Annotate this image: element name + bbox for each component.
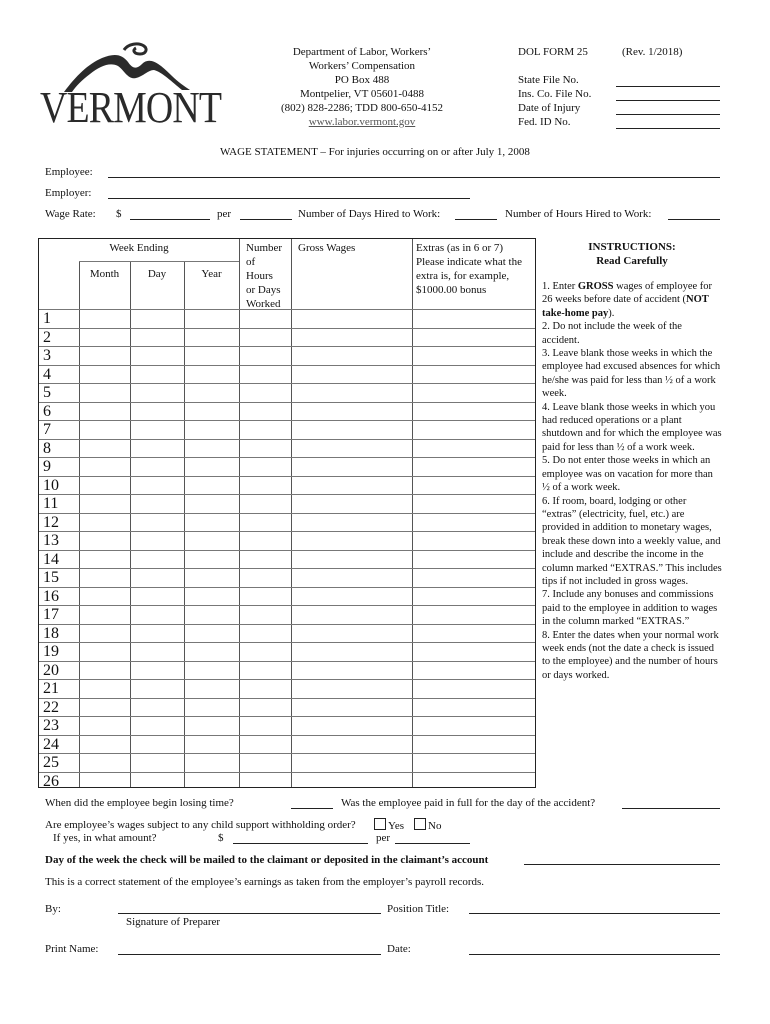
row-divider: [39, 328, 535, 329]
dept-line: Workers’ Compensation: [308, 60, 416, 72]
header-line: extra is, for example,: [416, 270, 510, 282]
year-header: Year: [201, 268, 222, 280]
header-line: Extras (as in 6 or 7): [416, 242, 504, 254]
gross-wages-header: Gross Wages: [298, 242, 356, 254]
row-divider: [39, 439, 535, 440]
dept-line: Department of Labor, Workers’: [292, 46, 432, 58]
row-divider: [39, 383, 535, 384]
row-divider: [39, 550, 535, 551]
wage-table: [38, 238, 536, 788]
dept-line: Montpelier, VT 05601-0488: [299, 88, 425, 100]
instructions-list: [542, 280, 722, 682]
row-divider: [39, 457, 535, 458]
row-number: 14: [43, 550, 59, 568]
week-ending-divider: [79, 261, 239, 262]
instruction-item: 3. Leave blank those weeks in which the employee had excused absences for which he/she was paid for less than ½ of a work week.: [542, 348, 721, 400]
row-number: 7: [43, 421, 51, 438]
row-number: 24: [43, 735, 59, 753]
row-divider: [39, 309, 535, 310]
form-id: DOL FORM 25: [518, 46, 588, 58]
row-divider: [39, 531, 535, 532]
date-label: Date:: [387, 943, 411, 955]
dept-line: PO Box 488: [334, 74, 390, 86]
days-hired-label: Number of Days Hired to Work:: [298, 208, 441, 220]
day-of-week-field[interactable]: [524, 864, 720, 865]
signature-field[interactable]: [118, 913, 381, 914]
row-divider: [39, 494, 535, 495]
department-address: [262, 45, 462, 129]
row-divider: [39, 679, 535, 680]
row-number: 2: [43, 328, 51, 346]
amount-field[interactable]: [233, 843, 368, 844]
row-number: 8: [43, 439, 51, 457]
wage-period-field[interactable]: [240, 219, 292, 220]
header-line: or Days: [246, 284, 281, 296]
per-label: per: [217, 208, 232, 220]
row-number: 20: [43, 661, 59, 679]
row-number: 18: [43, 624, 59, 642]
header-line: $1000.00 bonus: [416, 284, 487, 296]
day-header: Day: [147, 268, 167, 280]
hours-hired-label: Number of Hours Hired to Work:: [505, 208, 652, 220]
fed-id-field[interactable]: [616, 128, 720, 129]
no-checkbox[interactable]: [414, 818, 426, 830]
row-divider: [39, 346, 535, 347]
row-number: 15: [43, 569, 59, 586]
date-injury-label: Date of Injury: [518, 102, 581, 114]
instruction-bold: GROSS: [577, 281, 614, 292]
row-number: 21: [43, 680, 59, 697]
instruction-item: 2. Do not include the week of the accident.: [542, 321, 682, 346]
signature-preparer-label: Signature of Preparer: [126, 916, 221, 928]
state-file-label: State File No.: [518, 74, 579, 86]
instruction-text: ).: [608, 307, 615, 319]
row-divider: [39, 716, 535, 717]
fed-id-label: Fed. ID No.: [518, 116, 571, 128]
employee-label: Employee:: [45, 166, 93, 178]
print-name-field[interactable]: [118, 954, 381, 955]
row-number: 4: [43, 365, 51, 383]
amount-per-label: per: [376, 832, 391, 844]
row-divider: [39, 698, 535, 699]
position-title-label: Position Title:: [387, 903, 450, 915]
row-number: 22: [43, 698, 59, 716]
logo-text: VERMONT: [40, 83, 222, 132]
row-divider: [39, 365, 535, 366]
header-line: Number: [246, 242, 283, 254]
row-divider: [39, 568, 535, 569]
row-divider: [39, 772, 535, 773]
website-link[interactable]: www.labor.vermont.gov: [308, 116, 416, 128]
correct-statement: This is a correct statement of the employee’s earnings as taken from the employer’s payroll records.: [45, 876, 485, 888]
if-yes-label: If yes, in what amount?: [53, 832, 157, 844]
form-title: WAGE STATEMENT – For injuries occurring on or after July 1, 2008: [220, 146, 530, 158]
day-of-week-label: Day of the week the check will be mailed to the claimant or deposited in the claimant’s account: [45, 854, 489, 866]
employer-field[interactable]: [108, 198, 470, 199]
row-number: 11: [43, 495, 59, 512]
ins-file-field[interactable]: [616, 100, 720, 101]
header-line: Hours: [246, 270, 273, 282]
header-line: of: [246, 256, 256, 268]
position-title-field[interactable]: [469, 913, 720, 914]
losing-time-label: When did the employee begin losing time?: [45, 797, 234, 809]
row-number: 3: [43, 347, 51, 364]
dept-line: (802) 828-2286; TDD 800-650-4152: [280, 102, 444, 114]
instruction-item: 5. Do not enter those weeks in which an employee was on vacation for more than ½ of a work week.: [542, 455, 713, 494]
ins-file-label: Ins. Co. File No.: [518, 88, 592, 100]
employee-field[interactable]: [108, 177, 720, 178]
row-divider: [39, 587, 535, 588]
instructions-title: INSTRUCTIONS:: [588, 241, 676, 253]
row-number: 23: [43, 717, 59, 734]
row-number: 25: [43, 754, 59, 771]
state-file-field[interactable]: [616, 86, 720, 87]
by-label: By:: [45, 903, 61, 915]
instruction-item: 7. Include any bonuses and commissions paid to the employee in addition to wages in the column marked “EXTRAS.”: [542, 589, 718, 628]
wage-rate-field[interactable]: [130, 219, 210, 220]
row-number: 26: [43, 772, 59, 790]
print-name-label: Print Name:: [45, 943, 99, 955]
row-number: 9: [43, 458, 51, 475]
no-option[interactable]: [414, 818, 441, 833]
instruction-item: [542, 280, 722, 320]
losing-time-field[interactable]: [291, 808, 333, 809]
date-injury-field[interactable]: [616, 114, 720, 115]
employer-label: Employer:: [45, 187, 92, 199]
row-number: 19: [43, 643, 59, 660]
row-divider: [39, 661, 535, 662]
row-divider: [39, 753, 535, 754]
date-field[interactable]: [469, 954, 720, 955]
row-divider: [39, 513, 535, 514]
row-number: 16: [43, 587, 59, 605]
row-divider: [39, 402, 535, 403]
amount-period-field[interactable]: [395, 843, 470, 844]
dollar-sign: $: [116, 208, 122, 220]
days-hired-field[interactable]: [455, 219, 497, 220]
instruction-text: wages of employee for 26 weeks before date of accident (: [542, 281, 713, 306]
row-number: 6: [43, 402, 51, 420]
instruction-item: 6. If room, board, lodging or other “extras” (electricity, fuel, etc.) are provided in addition to monetary wages, break these down into a weekly value, and include and describe the income in the column marked “EXTRAS.” This includes tips if not included in gross wages.: [542, 495, 722, 587]
form-revision: (Rev. 1/2018): [622, 46, 683, 58]
instructions-subtitle: Read Carefully: [596, 255, 668, 267]
row-divider: [39, 420, 535, 421]
instruction-bold: NOT take-home pay: [542, 294, 709, 319]
week-ending-header: Week Ending: [109, 242, 169, 254]
paid-full-field[interactable]: [622, 808, 720, 809]
instruction-item: 4. Leave blank those weeks in which you had reduced operations or a plant shutdown and for which the employee was paid for less than ½ of a work week.: [542, 401, 722, 453]
row-divider: [39, 735, 535, 736]
instruction-item: 8. Enter the dates when your normal work week ends (not the date a check is issued to the employee) and the number of hours or days worked.: [542, 629, 719, 681]
row-divider: [39, 642, 535, 643]
header-line: Please indicate what the: [416, 256, 522, 268]
child-support-label: Are employee’s wages subject to any child support withholding order?: [45, 819, 356, 831]
month-header: Month: [89, 268, 120, 280]
row-number: 1: [43, 310, 51, 327]
wage-rate-label: Wage Rate:: [45, 208, 96, 220]
instruction-text: 1. Enter: [542, 281, 578, 292]
paid-full-label: Was the employee paid in full for the day of the accident?: [341, 797, 596, 809]
table-rows: [39, 239, 535, 790]
row-number: 5: [43, 384, 51, 401]
row-number: 17: [43, 606, 59, 623]
hours-hired-field[interactable]: [668, 219, 720, 220]
row-number: 12: [43, 513, 59, 531]
row-divider: [39, 624, 535, 625]
header-line: Worked: [246, 298, 281, 310]
amount-dollar: $: [218, 832, 224, 844]
row-divider: [39, 476, 535, 477]
yes-label: Yes: [388, 820, 405, 832]
row-number: 10: [43, 476, 59, 494]
no-label: No: [428, 820, 442, 832]
yes-checkbox[interactable]: [374, 818, 386, 830]
row-divider: [39, 605, 535, 606]
row-number: 13: [43, 532, 59, 549]
